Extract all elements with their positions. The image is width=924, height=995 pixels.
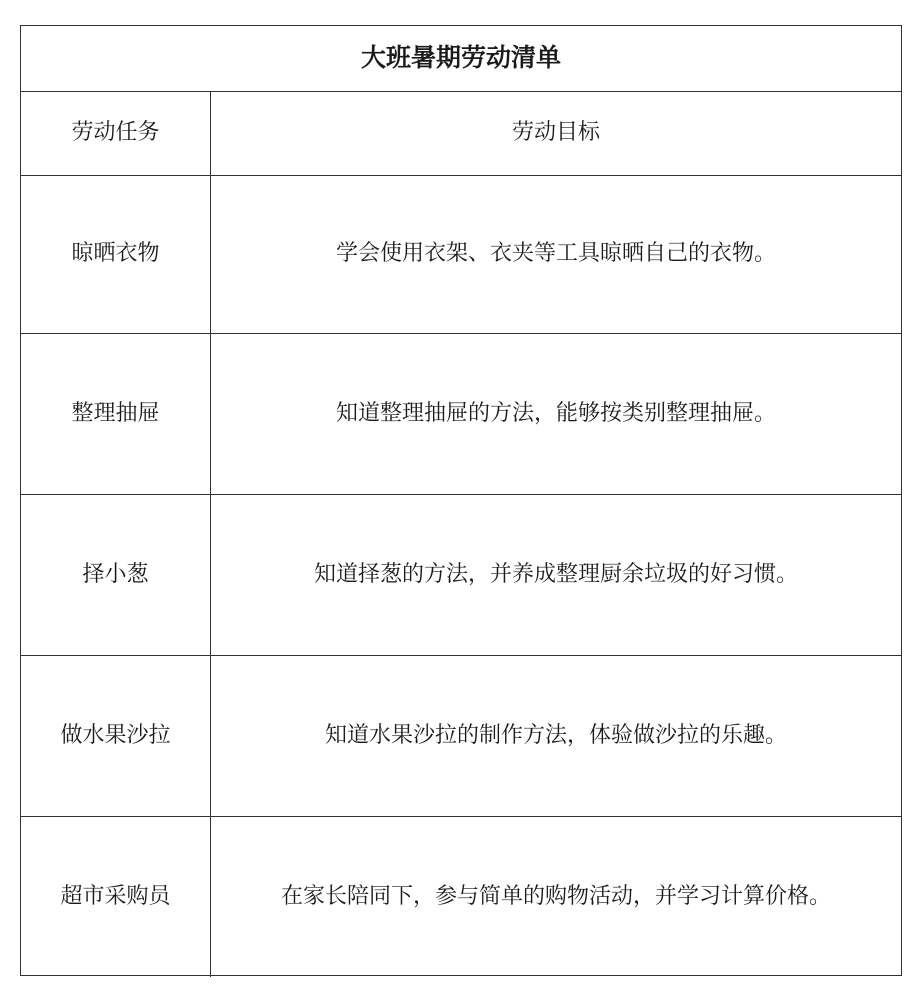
header-goal: 劳动目标 xyxy=(211,91,901,175)
row-goal: 知道水果沙拉的制作方法，体验做沙拉的乐趣。 xyxy=(211,655,901,816)
row-task: 晾晒衣物 xyxy=(21,175,211,333)
row-task: 做水果沙拉 xyxy=(21,655,211,816)
row-goal: 学会使用衣架、衣夹等工具晾晒自己的衣物。 xyxy=(211,175,901,333)
row-goal: 在家长陪同下，参与简单的购物活动，并学习计算价格。 xyxy=(211,816,901,977)
row-goal: 知道整理抽屉的方法，能够按类别整理抽屉。 xyxy=(211,333,901,494)
header-task: 劳动任务 xyxy=(21,91,211,175)
labor-list-table xyxy=(20,25,902,976)
row-task: 择小葱 xyxy=(21,494,211,655)
row-task: 超市采购员 xyxy=(21,816,211,977)
table-title: 大班暑期劳动清单 xyxy=(360,43,561,73)
row-goal: 知道择葱的方法，并养成整理厨余垃圾的好习惯。 xyxy=(211,494,901,655)
row-task: 整理抽屉 xyxy=(21,333,211,494)
